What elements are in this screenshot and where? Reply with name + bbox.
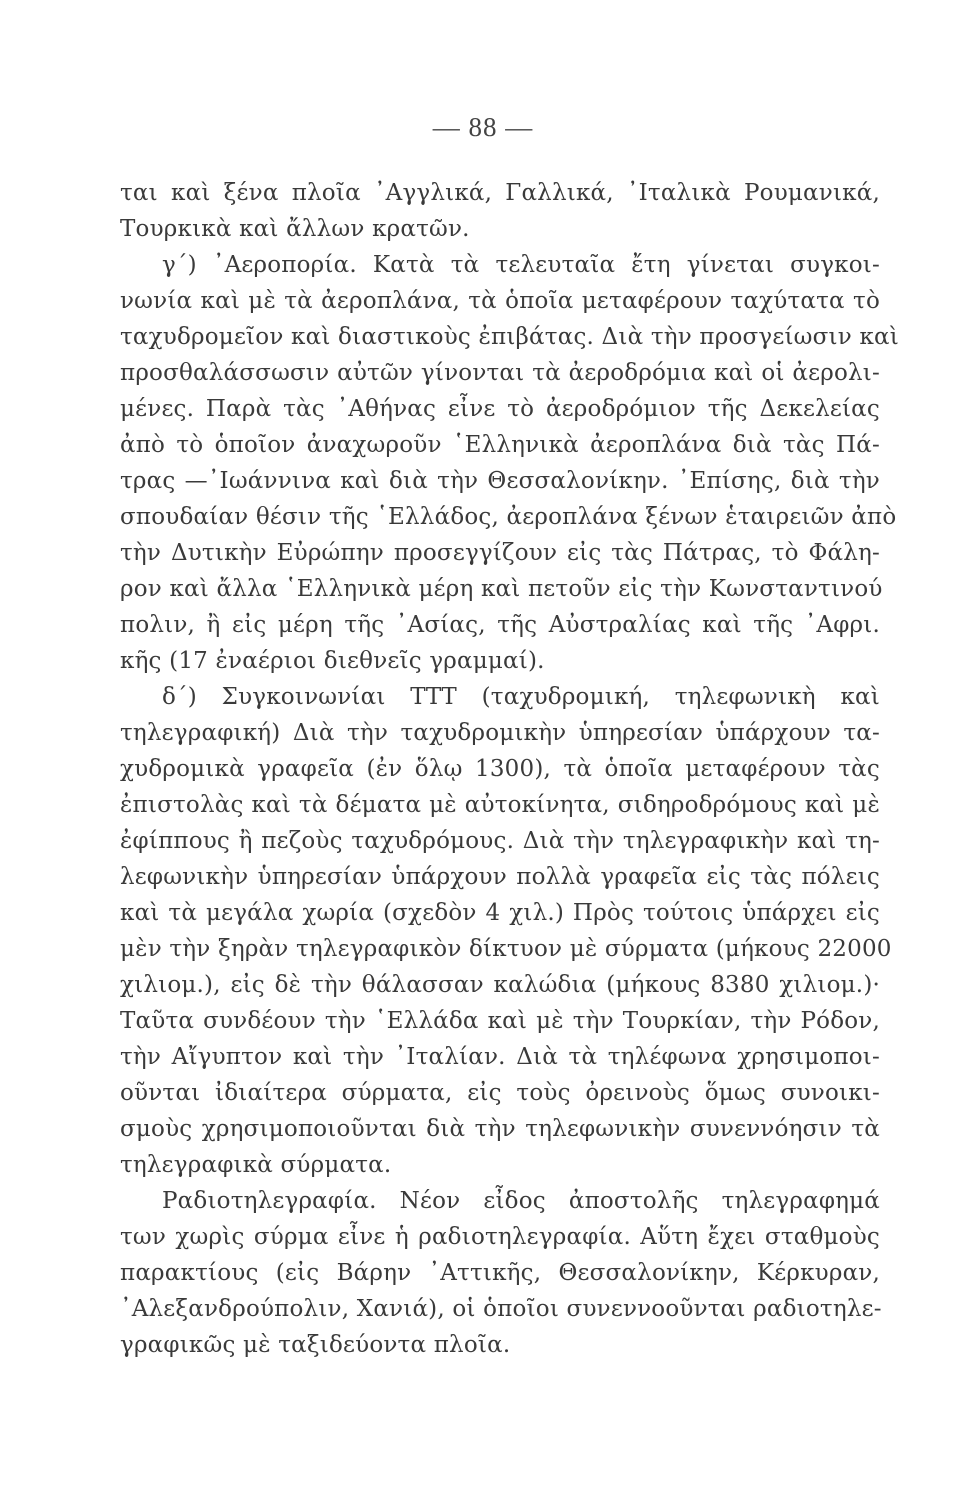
text-line: ᾿Αλεξανδρούπολιν, Χανιά), οἱ ὁποῖοι συνεννοοῦνται ραδιοτηλε- [120,1296,882,1322]
text-line: προσθαλάσσωσιν αὐτῶν γίνονται τὰ ἀεροδρόμια καὶ οἱ ἀερολι- [120,360,880,386]
text-line: παρακτίους (εἰς Βάρην ᾿Αττικῆς, Θεσσαλονίκην, Κέρκυραν, [120,1260,880,1286]
text-line: τὴν Αἴγυπτον καὶ τὴν ᾿Ιταλίαν. Διὰ τὰ τηλέφωνα χρησιμοποι- [120,1044,880,1070]
text-line: ρον καὶ ἄλλα ῾Ελληνικὰ μέρη καὶ πετοῦν εἰς τὴν Κωνσταντινού [120,576,883,602]
text-line: ταχυδρομεῖον καὶ διαστικοὺς ἐπιβάτας. Διὰ τὴν προσγείωσιν καὶ [120,324,899,350]
text-line: πολιν, ἢ εἰς μέρη τῆς ᾿Ασίας, τῆς Αὐστραλίας καὶ τῆς ᾿Αφρι. [120,612,880,638]
text-line: κῆς (17 ἐναέριοι διεθνεῖς γραμμαί). [120,648,545,674]
text-line: τηλεγραφικὰ σύρματα. [120,1152,392,1178]
text-line: τὴν Δυτικὴν Εὐρώπην προσεγγίζουν εἰς τὰς Πάτρας, τὸ Φάλη- [120,540,880,566]
text-line: σμοὺς χρησιμοποιοῦνται διὰ τὴν τηλεφωνικὴν συνεννόησιν τὰ [120,1116,880,1142]
text-line: καὶ τὰ μεγάλα χωρία (σχεδὸν 4 χιλ.) Πρὸς τούτοις ὑπάρχει εἰς [120,900,880,926]
text-line: ἐφίππους ἢ πεζοὺς ταχυδρόμους. Διὰ τὴν τηλεγραφικὴν καὶ τη- [120,828,880,854]
text-line: ἐπιστολὰς καὶ τὰ δέματα μὲ αὐτοκίνητα, σιδηροδρόμους καὶ μὲ [120,792,880,818]
text-line: τηλεγραφική) Διὰ τὴν ταχυδρομικὴν ὑπηρεσίαν ὑπάρχουν τα- [120,720,880,746]
text-line: γραφικῶς μὲ ταξιδεύοντα πλοῖα. [120,1332,511,1358]
text-line: λεφωνικὴν ὑπηρεσίαν ὑπάρχουν πολλὰ γραφεῖα εἰς τὰς πόλεις [120,864,880,890]
text-line: μὲν τὴν ξηρὰν τηλεγραφικὸν δίκτυον μὲ σύρματα (μήκους 22000 [120,936,892,962]
text-line: νωνία καὶ μὲ τὰ ἀεροπλάνα, τὰ ὁποῖα μεταφέρουν ταχύτατα τὸ [120,288,880,314]
text-line: των χωρὶς σύρμα εἶνε ἡ ραδιοτηλεγραφία. Αὕτη ἔχει σταθμοὺς [120,1224,880,1250]
text-line: χιλιομ.), εἰς δὲ τὴν θάλασσαν καλώδια (μήκους 8380 χιλιομ.)· [120,972,880,998]
page-number: — 88 — [432,112,534,142]
section-heading-line: γ´) ᾿Αεροπορία. Κατὰ τὰ τελευταῖα ἔτη γίνεται συγκοι- [162,252,880,278]
section-heading-line: δ´) Συγκοινωνίαι ΤΤΤ (ταχυδρομική, τηλεφωνικὴ καὶ [162,684,880,710]
text-line: ἀπὸ τὸ ὁποῖον ἀναχωροῦν ῾Ελληνικὰ ἀεροπλάνα διὰ τὰς Πά- [120,432,880,458]
text-line: τρας —᾿Ιωάννινα καὶ διὰ τὴν Θεσσαλονίκην. ᾿Επίσης, διὰ τὴν [120,468,880,494]
text-line: Τουρκικὰ καὶ ἄλλων κρατῶν. [120,216,470,242]
text-line: ται καὶ ξένα πλοῖα ᾿Αγγλικά, Γαλλικά, ᾿Ιταλικὰ Ρουμανικά, [120,180,880,206]
text-line: σπουδαίαν θέσιν τῆς ῾Ελλάδος, ἀεροπλάνα ξένων ἑταιρειῶν ἀπὸ [120,504,897,530]
text-line: μένες. Παρὰ τὰς ᾿Αθήνας εἶνε τὸ ἀεροδρόμιον τῆς Δεκελείας [120,396,880,422]
text-line: Ταῦτα συνδέουν τὴν ῾Ελλάδα καὶ μὲ τὴν Τουρκίαν, τὴν Ρόδον, [120,1008,880,1034]
text-line: χυδρομικὰ γραφεῖα (ἐν ὅλῳ 1300), τὰ ὁποῖα μεταφέρουν τὰς [120,756,880,782]
section-heading-line: Ραδιοτηλεγραφία. Νέον εἶδος ἀποστολῆς τηλεγραφημά [162,1188,880,1214]
text-line: οῦνται ἰδιαίτερα σύρματα, εἰς τοὺς ὀρεινοὺς ὅμως συνοικι- [120,1080,880,1106]
